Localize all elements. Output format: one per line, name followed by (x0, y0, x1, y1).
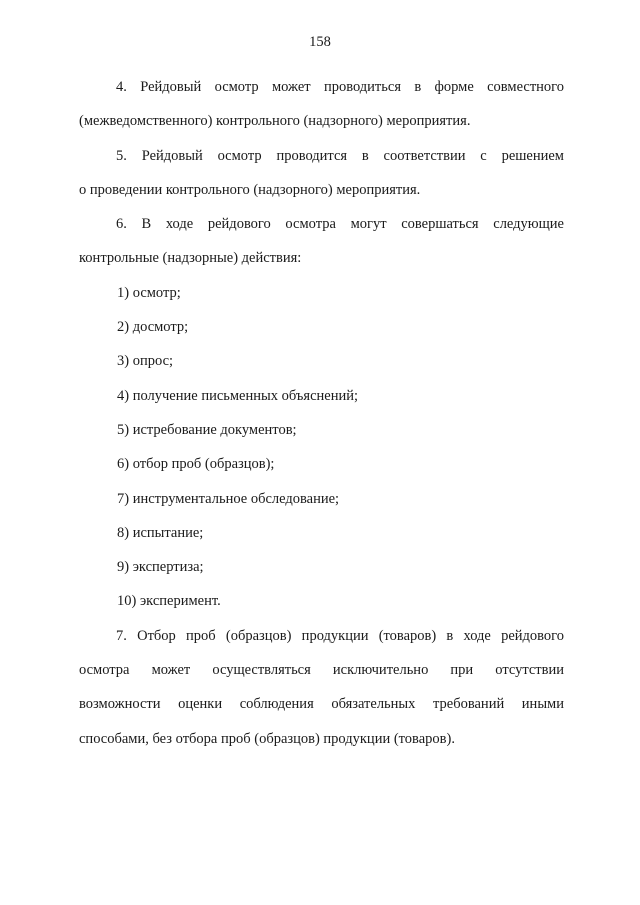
paragraph-4-line-2: (межведомственного) контрольного (надзорного) мероприятия. (79, 113, 471, 130)
list-item: 3) опрос; (117, 353, 174, 370)
list-item: 4) получение письменных объяснений; (117, 387, 359, 404)
paragraph-7-line-3: возможности оценки соблюдения обязательных требований иными (79, 696, 564, 713)
paragraph-7-line-1: 7. Отбор проб (образцов) продукции (товаров) в ходе рейдового (116, 627, 564, 644)
list-item: 1) осмотр; (117, 284, 181, 301)
list-item: 2) досмотр; (117, 319, 189, 336)
list-item: 10) эксперимент. (117, 593, 221, 610)
paragraph-5-line-1: 5. Рейдовый осмотр проводится в соответствии с решением (116, 147, 564, 164)
paragraph-6-line-1: 6. В ходе рейдового осмотра могут совершаться следующие (116, 216, 564, 233)
list-item: 8) испытание; (117, 524, 204, 541)
document-body (79, 70, 564, 756)
paragraph-6-line-2: контрольные (надзорные) действия: (79, 250, 302, 267)
list-item: 6) отбор проб (образцов); (117, 456, 275, 473)
paragraph-7-line-4: способами, без отбора проб (образцов) продукции (товаров). (79, 730, 455, 747)
paragraph-7-line-2: осмотра может осуществляться исключительно при отсутствии (79, 662, 564, 679)
paragraph-4-line-1: 4. Рейдовый осмотр может проводиться в форме совместного (116, 79, 564, 95)
list-item: 7) инструментальное обследование; (117, 490, 340, 507)
list-item: 9) экспертиза; (117, 559, 204, 576)
page-number: 158 (309, 34, 331, 50)
paragraph-5-line-2: о проведении контрольного (надзорного) мероприятия. (79, 181, 421, 198)
list-item: 5) истребование документов; (117, 421, 297, 438)
